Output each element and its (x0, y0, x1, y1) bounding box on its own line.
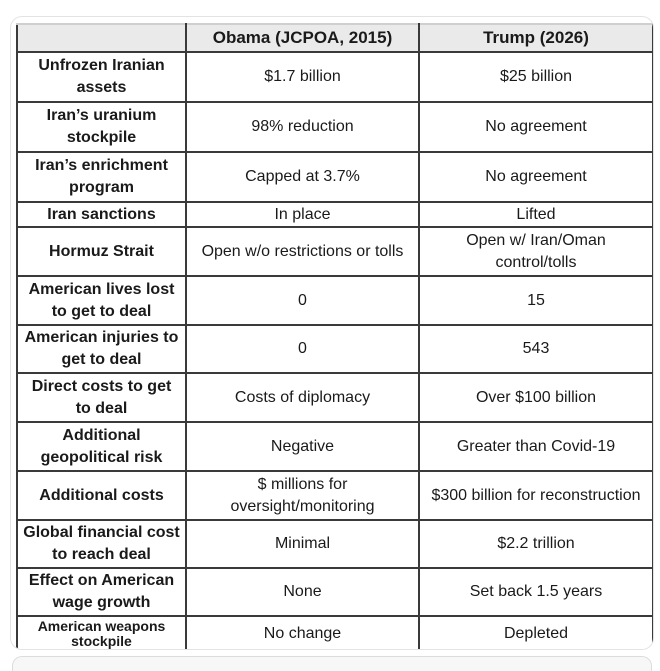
table-row (17, 52, 653, 102)
header-corner-cell (17, 24, 186, 52)
trump-value: No agreement (419, 152, 653, 202)
row-label: Additional geopolitical risk (17, 422, 186, 471)
header-row (17, 24, 653, 52)
row-label: Hormuz Strait (17, 227, 186, 276)
trump-value: $2.2 trillion (419, 520, 653, 568)
table-row (17, 227, 653, 276)
comparison-table (16, 23, 654, 650)
obama-value: $ millions for oversight/monitoring (186, 471, 419, 520)
trump-value: 15 (419, 276, 653, 325)
table-row (17, 152, 653, 202)
table-row (17, 616, 653, 650)
row-label: Effect on American wage growth (17, 568, 186, 616)
row-label: American weapons stockpile (17, 616, 186, 650)
obama-value: Capped at 3.7% (186, 152, 419, 202)
obama-value: None (186, 568, 419, 616)
table-row (17, 373, 653, 422)
trump-value: Open w/ Iran/Oman control/tolls (419, 227, 653, 276)
cropped-top-text (0, 0, 660, 10)
obama-value: No change (186, 616, 419, 650)
obama-value: 98% reduction (186, 102, 419, 152)
row-label: American injuries to get to deal (17, 325, 186, 373)
trump-value: $300 billion for reconstruction (419, 471, 653, 520)
table-row (17, 568, 653, 616)
obama-value: 0 (186, 276, 419, 325)
header-trump: Trump (2026) (419, 24, 653, 52)
trump-value: Set back 1.5 years (419, 568, 653, 616)
obama-value: Open w/o restrictions or tolls (186, 227, 419, 276)
trump-value: Depleted (419, 616, 653, 650)
next-post-card-edge (12, 656, 652, 671)
trump-value: Over $100 billion (419, 373, 653, 422)
row-label: Direct costs to get to deal (17, 373, 186, 422)
obama-value: Costs of diplomacy (186, 373, 419, 422)
trump-value: $25 billion (419, 52, 653, 102)
row-label: Unfrozen Iranian assets (17, 52, 186, 102)
trump-value: 543 (419, 325, 653, 373)
trump-value: No agreement (419, 102, 653, 152)
table-row (17, 422, 653, 471)
row-label: Global financial cost to reach deal (17, 520, 186, 568)
table-row (17, 520, 653, 568)
post-image-card[interactable] (10, 16, 654, 650)
row-label: Additional costs (17, 471, 186, 520)
row-label: American lives lost to get to deal (17, 276, 186, 325)
obama-value: In place (186, 202, 419, 227)
obama-value: 0 (186, 325, 419, 373)
table-row (17, 325, 653, 373)
obama-value: $1.7 billion (186, 52, 419, 102)
row-label: Iran sanctions (17, 202, 186, 227)
trump-value: Lifted (419, 202, 653, 227)
table-row (17, 102, 653, 152)
row-label: Iran’s enrichment program (17, 152, 186, 202)
obama-value: Minimal (186, 520, 419, 568)
header-obama: Obama (JCPOA, 2015) (186, 24, 419, 52)
table-row (17, 276, 653, 325)
row-label: Iran’s uranium stockpile (17, 102, 186, 152)
table-row (17, 202, 653, 227)
table-row (17, 471, 653, 520)
obama-value: Negative (186, 422, 419, 471)
trump-value: Greater than Covid-19 (419, 422, 653, 471)
